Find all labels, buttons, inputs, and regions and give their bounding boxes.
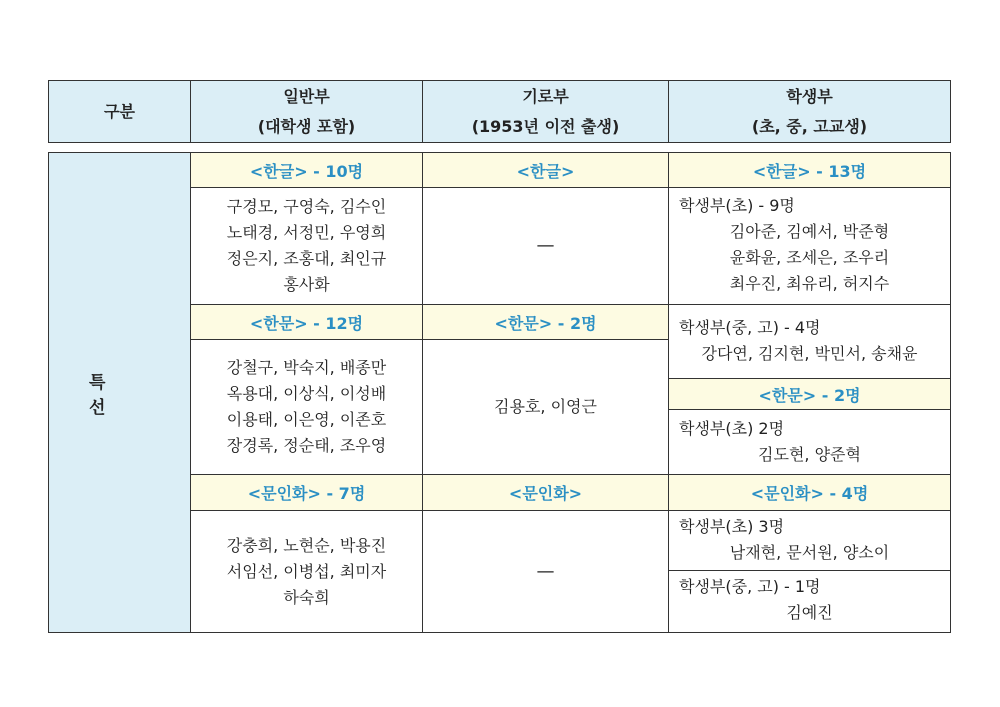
name-line: 노태경, 서정민, 우영희 (226, 223, 387, 242)
header-label: 구분 (104, 101, 135, 121)
header-senior-title: 기로부 (522, 86, 569, 106)
header-general-title: 일반부 (283, 86, 330, 106)
empty-dash: — (536, 235, 555, 256)
header-general-sub: (대학생 포함) (257, 116, 356, 136)
senior-hangul-names (422, 187, 669, 305)
student-hangul-elementary (668, 187, 951, 305)
senior-hangul-title: <한글> (422, 152, 669, 188)
name-line: 김도현, 양준혁 (758, 445, 861, 464)
senior-munin-title: <문인화> (422, 474, 669, 511)
general-munin-names (190, 510, 423, 633)
general-hanmun-names (190, 339, 423, 475)
name-line: 장경록, 정순태, 조우영 (226, 436, 387, 455)
senior-hanmun-title: <한문> - 2명 (422, 304, 669, 340)
name-line: 윤화윤, 조세은, 조우리 (729, 248, 890, 267)
group-label: 학생부(중, 고) - 4명 (679, 318, 821, 337)
header-student-sub: (초, 중, 고교생) (751, 116, 868, 136)
student-munin-middle-high (668, 570, 951, 633)
name-line: 서임선, 이병섭, 최미자 (226, 561, 387, 581)
name-line: 이용태, 이은영, 이존호 (226, 410, 387, 429)
general-hangul-names (190, 187, 423, 305)
header-student-cell (668, 80, 951, 143)
name-line: 김예진 (786, 603, 833, 622)
empty-dash: — (536, 560, 555, 582)
header-label-cell (48, 80, 191, 143)
group-label: 학생부(중, 고) - 1명 (679, 577, 821, 596)
name-line: 남재현, 문서원, 양소이 (729, 543, 890, 562)
name-line: 홍사화 (283, 275, 330, 294)
name-line: 옥용대, 이상식, 이성배 (226, 384, 387, 403)
general-hangul-title: <한글> - 10명 (190, 152, 423, 188)
row-label: 특 선 (89, 372, 146, 418)
row-label-cell (48, 152, 191, 633)
student-hangul-title: <한글> - 13명 (668, 152, 951, 188)
header-general-cell (190, 80, 423, 143)
name-line: 하숙희 (283, 587, 330, 607)
group-label: 학생부(초) 2명 (679, 419, 785, 438)
general-hanmun-title: <한문> - 12명 (190, 304, 423, 340)
senior-hanmun-names (422, 339, 669, 475)
header-senior-cell (422, 80, 669, 143)
name-line: 김아준, 김예서, 박준형 (729, 222, 890, 241)
group-label: 학생부(초) - 9명 (679, 196, 795, 215)
name-line: 강철구, 박숙지, 배종만 (226, 358, 387, 377)
name-line: 구경모, 구영숙, 김수인 (226, 197, 387, 216)
name-line: 강다연, 김지현, 박민서, 송채윤 (701, 344, 918, 363)
header-senior-sub: (1953년 이전 출생) (471, 116, 620, 136)
group-label: 학생부(초) 3명 (679, 517, 785, 536)
header-student-title: 학생부 (786, 86, 833, 106)
name-line: 강충희, 노현순, 박용진 (226, 535, 387, 555)
name-line: 최우진, 최유리, 허지수 (729, 274, 890, 293)
name-line: 정은지, 조홍대, 최인규 (226, 249, 387, 268)
student-munin-title: <문인화> - 4명 (668, 474, 951, 511)
student-munin-elementary (668, 510, 951, 571)
student-hanmun-title: <한문> - 2명 (668, 378, 951, 410)
student-hanmun-elementary (668, 409, 951, 475)
student-hangul-middle-high (668, 304, 951, 379)
senior-munin-names (422, 510, 669, 633)
name-line: 김용호, 이영근 (494, 397, 597, 416)
general-munin-title: <문인화> - 7명 (190, 474, 423, 511)
